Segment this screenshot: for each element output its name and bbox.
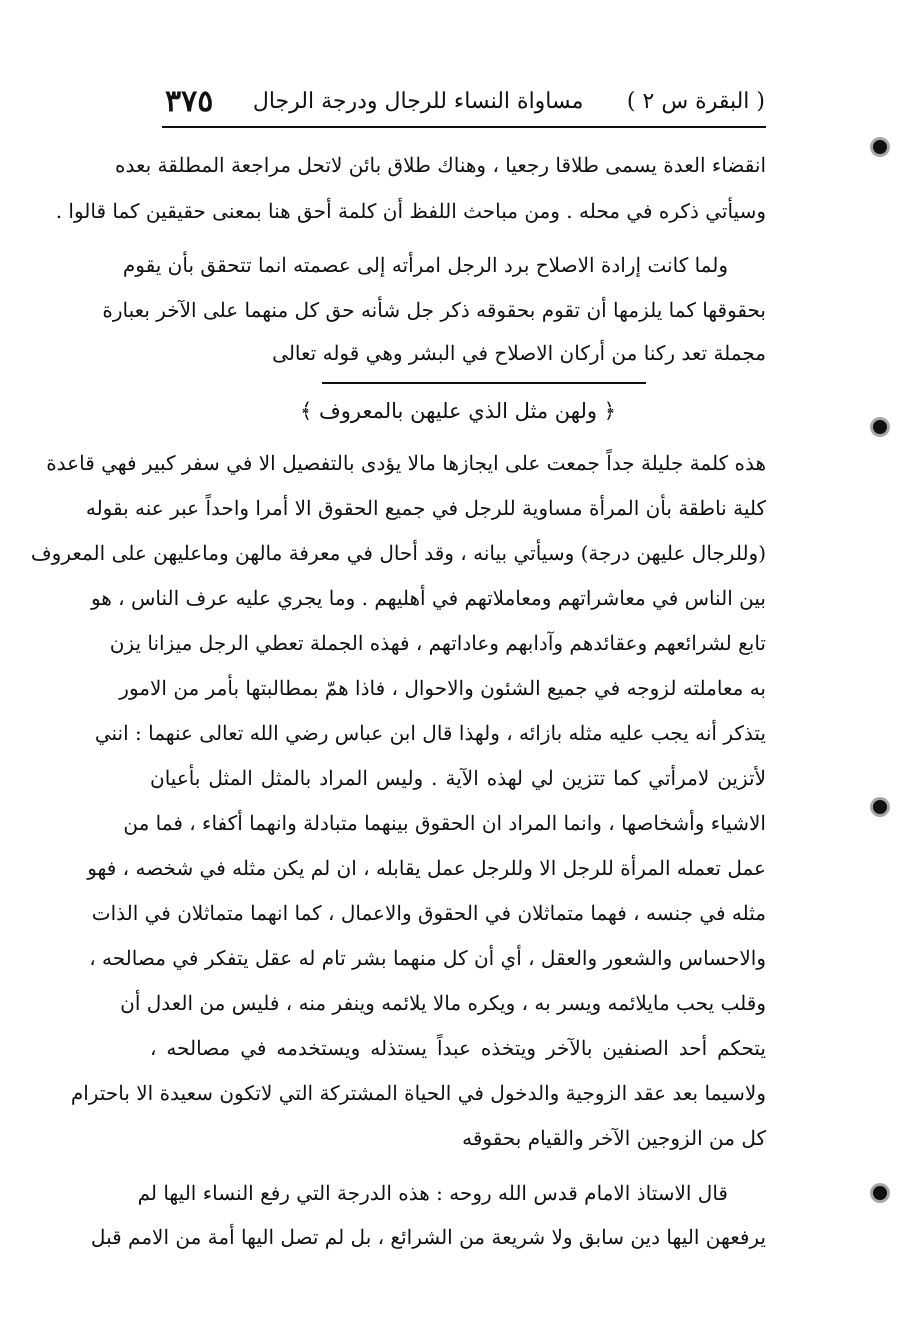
text-line: وسيأتي ذكره في محله . ومن مباحث اللفظ أن كلمة أحق هنا بمعنى حقيقين كما قالوا .	[55, 199, 766, 223]
section-divider	[322, 382, 646, 384]
text-line: لأتزين لامرأتي كما تتزين لي لهذه الآية . وليس المراد بالمثل المثل بأعيان	[150, 766, 766, 790]
text-line: مثله في جنسه ، فهما متماثلان في الحقوق والاعمال ، كما انهما متماثلان في الذات	[91, 901, 766, 925]
binding-hole-mark	[873, 800, 887, 814]
text-line: تابع لشرائعهم وعقائدهم وآدابهم وعاداتهم ، فهذه الجملة تعطي الرجل ميزانا يزن	[109, 631, 766, 655]
text-line: قال الاستاذ الامام قدس الله روحه : هذه الدرجة التي رفع النساء اليها لم	[137, 1181, 728, 1205]
text-line: هذه كلمة جليلة جداً جمعت على ايجازها مالا يؤدى بالتفصيل الا في سفر كبير فهي قاعدة	[46, 451, 766, 475]
text-line: كلية ناطقة بأن المرأة مساوية للرجل في جميع الحقوق الا أمرا واحداً عبر عنه بقوله	[85, 496, 766, 520]
section-reference: ( البقرة س ٢ )	[626, 88, 765, 114]
running-header	[165, 78, 765, 124]
chapter-title: مساواة النساء للرجال ودرجة الرجال	[252, 88, 584, 114]
text-line: بحقوقها كما يلزمها أن تقوم بحقوقه ذكر جل شأنه حق كل منهما على الآخر بعبارة	[102, 298, 766, 322]
text-line: انقضاء العدة يسمى طلاقا رجعيا ، وهناك طلاق بائن لاتحل مراجعة المطلقة بعده	[114, 153, 766, 177]
text-line: يتذكر أنه يجب عليه مثله بازائه ، ولهذا قال ابن عباس رضي الله تعالى عنهما : انني	[94, 721, 766, 745]
text-line: به معاملته لزوجه في جميع الشئون والاحوال ، فاذا همّ بمطالبتها بأمر من الامور	[119, 676, 766, 700]
binding-hole-mark	[873, 420, 887, 434]
page-number: ٣٧٥	[165, 83, 214, 119]
quranic-verse: ﴿ ولهن مثل الذي عليهن بالمعروف ﴾	[300, 399, 616, 423]
text-line: ولاسيما بعد عقد الزوجية والدخول في الحياة المشتركة التي لاتكون سعيدة الا باحترام	[70, 1081, 766, 1105]
text-line: بين الناس في معاشراتهم ومعاملاتهم في أهليهم . وما يجري عليه عرف الناس ، هو	[90, 586, 766, 610]
binding-hole-mark	[873, 140, 887, 154]
text-line: عمل تعمله المرأة للرجل الا وللرجل عمل يقابله ، ان لم يكن مثله في شخصه ، فهو	[87, 856, 766, 880]
header-rule	[162, 126, 766, 128]
binding-hole-mark	[873, 1186, 887, 1200]
text-line: يرفعهن اليها دين سابق ولا شريعة من الشرائع ، بل لم تصل اليها أمة من الامم قبل	[90, 1225, 766, 1249]
text-line: والاحساس والشعور والعقل ، أي أن كل منهما بشر تام له عقل يتفكر في مصالحه ،	[89, 946, 766, 970]
text-line: ولما كانت إرادة الاصلاح برد الرجل امرأته إلى عصمته انما تتحقق بأن يقوم	[122, 253, 728, 277]
text-line: مجملة تعد ركنا من أركان الاصلاح في البشر وهي قوله تعالى	[272, 341, 766, 365]
text-line: كل من الزوجين الآخر والقيام بحقوقه	[462, 1126, 766, 1150]
text-line: وقلب يحب مايلائمه ويسر به ، ويكره مالا يلائمه وينفر منه ، فليس من العدل أن	[120, 991, 766, 1015]
text-line: (وللرجال عليهن درجة) وسيأتي بيانه ، وقد أحال في معرفة مالهن وماعليهن على المعروف	[30, 541, 766, 565]
text-line: الاشياء وأشخاصها ، وانما المراد ان الحقوق بينهما متبادلة وانهما أكفاء ، فما من	[123, 811, 766, 835]
text-line: يتحكم أحد الصنفين بالآخر ويتخذه عبداً يستذله ويستخدمه في مصالحه ،	[150, 1036, 766, 1060]
